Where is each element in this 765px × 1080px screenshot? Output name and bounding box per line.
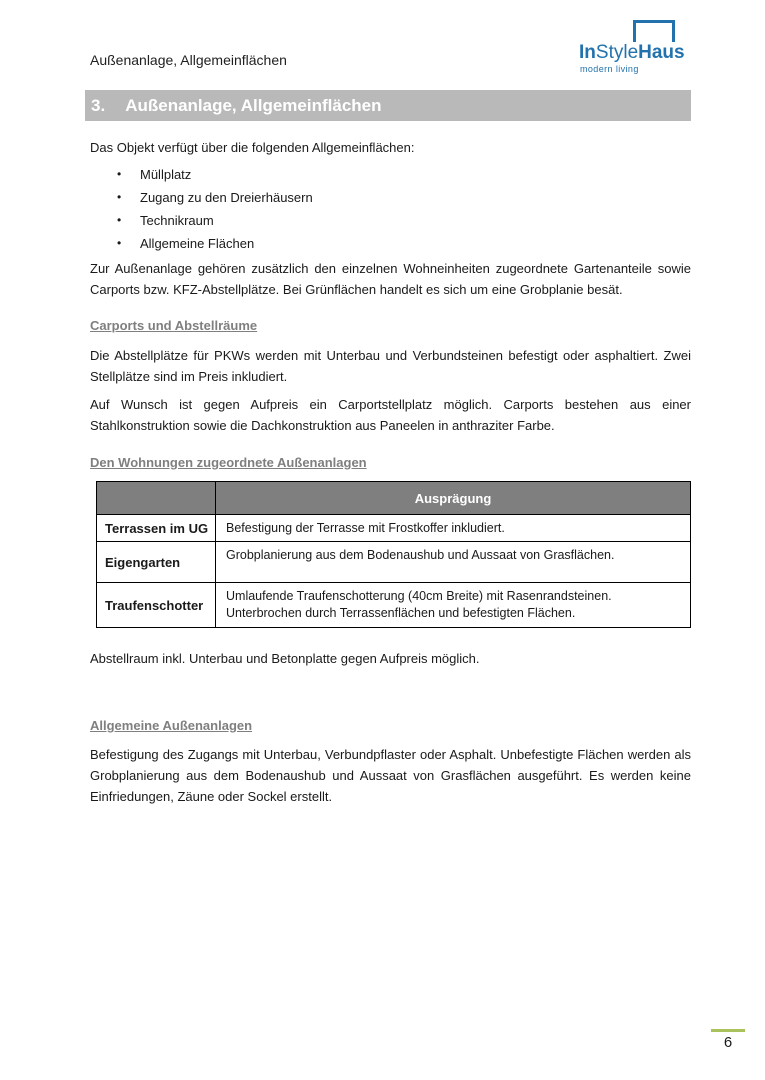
bullet-icon: • — [117, 190, 122, 204]
row-label: Eigengarten — [97, 542, 216, 583]
list-item-label: Zugang zu den Dreierhäusern — [140, 190, 313, 205]
row-label: Traufenschotter — [97, 583, 216, 628]
list-item — [117, 233, 677, 256]
chapter-title-bar — [85, 90, 691, 121]
common-areas-list — [117, 164, 677, 256]
logo-wordmark — [578, 42, 686, 63]
table-row — [97, 542, 691, 583]
section-heading-carports: Carports und Abstellräume — [90, 318, 258, 333]
row-value: Grobplanierung aus dem Bodenaushub und Aussaat von Grasflächen. — [216, 542, 691, 583]
logo-tagline: modern living — [580, 64, 639, 74]
page-number: 6 — [723, 1034, 733, 1051]
running-header: Außenanlage, Allgemeinflächen — [90, 52, 287, 68]
outdoor-features-table — [96, 481, 691, 628]
list-item-label: Technikraum — [140, 213, 214, 228]
table-header-auspraegung: Ausprägung — [216, 482, 691, 515]
paragraph-abstellraum: Abstellraum inkl. Unterbau und Betonplatte gegen Aufpreis möglich. — [90, 651, 480, 666]
row-value: Umlaufende Traufenschotterung (40cm Breite) mit Rasenrandsteinen. Unterbrochen durch Terrassenflächen und befestigten Flächen. — [216, 583, 691, 628]
table-row — [97, 583, 691, 628]
table-header-empty — [97, 482, 216, 515]
chapter-title: Außenanlage, Allgemeinflächen — [125, 96, 382, 115]
list-item-label: Müllplatz — [140, 167, 192, 182]
intro-paragraph: Das Objekt verfügt über die folgenden Allgemeinflächen: — [90, 140, 415, 155]
company-logo — [578, 16, 694, 72]
logo-word-style: Style — [595, 42, 639, 63]
logo-word-haus: Haus — [638, 42, 685, 63]
bullet-icon: • — [117, 167, 122, 181]
chapter-number: 3. — [91, 96, 106, 115]
row-label: Terrassen im UG — [97, 515, 216, 542]
bullet-icon: • — [117, 236, 122, 250]
paragraph-carport-aufpreis: Auf Wunsch ist gegen Aufpreis ein Carportstellplatz möglich. Carports bestehen aus einer Stahlkonstruktion sowie die Dachkonstruktion aus Paneelen in anthraziter Farbe. — [90, 397, 691, 433]
bullet-icon: • — [117, 213, 122, 227]
section-heading-wohnungen: Den Wohnungen zugeordnete Außenanlagen — [90, 455, 367, 470]
footer-accent-line — [711, 1029, 745, 1032]
list-item-label: Allgemeine Flächen — [140, 236, 255, 251]
table-header-row — [97, 482, 691, 515]
row-value: Befestigung der Terrasse mit Frostkoffer inkludiert. — [216, 515, 691, 542]
list-item — [117, 187, 677, 210]
list-item — [117, 210, 677, 233]
paragraph-abstellplaetze: Die Abstellplätze für PKWs werden mit Unterbau und Verbundsteinen befestigt oder asphaltiert. Zwei Stellplätze sind im Preis inkludiert. — [90, 348, 691, 384]
table-row — [97, 515, 691, 542]
paragraph-zugang: Befestigung des Zugangs mit Unterbau, Verbundpflaster oder Asphalt. Unbefestigte Flächen werden als Grobplanierung aus dem Bodenaushub und Aussaat von Grasflächen ausgeführt. Es werden keine Einfriedungen, Zäune oder Sockel erstellt. — [90, 747, 691, 804]
list-item — [117, 164, 677, 187]
paragraph-gartenanteile: Zur Außenanlage gehören zusätzlich den einzelnen Wohneinheiten zugeordnete Gartenanteile sowie Carports bzw. KFZ-Abstellplätze. Bei Grünflächen handelt es sich um eine Grobplanie besät. — [90, 261, 691, 297]
section-heading-allgemeine: Allgemeine Außenanlagen — [90, 718, 253, 733]
logo-word-in: In — [579, 42, 596, 63]
